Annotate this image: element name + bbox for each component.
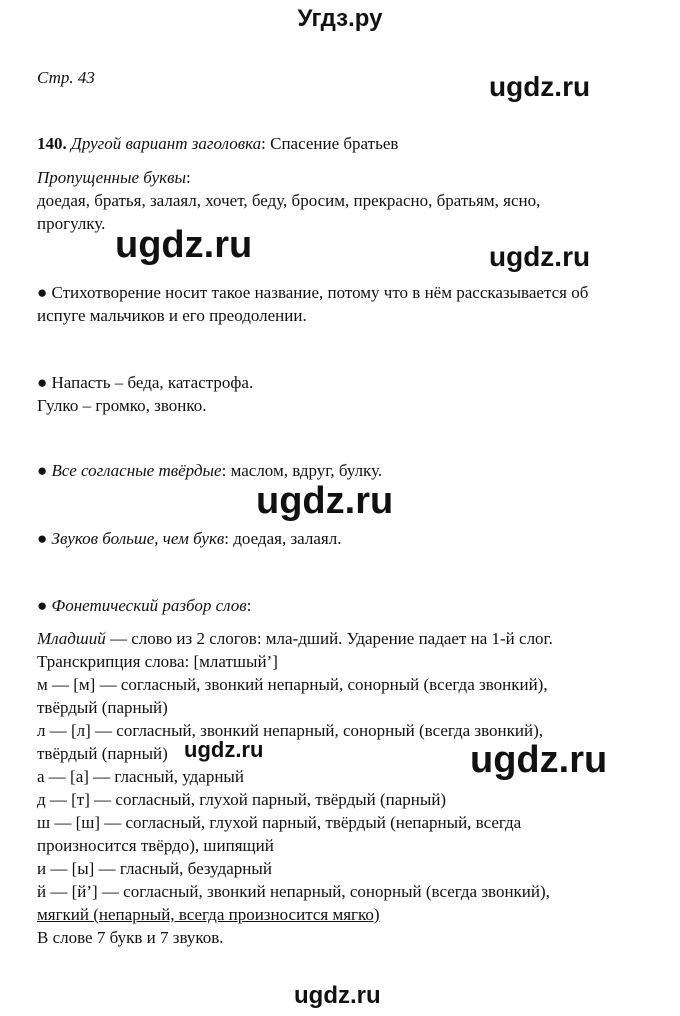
missing-letters-label: Пропущенные буквы: [37, 168, 187, 187]
sound-line: а — [а] — гласный, ударный: [37, 767, 244, 786]
watermark: ugdz.ru: [294, 982, 381, 1009]
sound-line: й — [й’] — согласный, звонкий непарный, сонорный (всегда звонкий),: [37, 882, 550, 901]
page-reference: Стр. 43: [37, 68, 95, 87]
watermark: ugdz.ru: [115, 224, 253, 266]
sound-line: л — [л] — согласный, звонкий непарный, сонорный (всегда звонкий),: [37, 721, 544, 740]
watermark: ugdz.ru: [256, 480, 394, 522]
missing-letters-line: прогулку.: [37, 214, 106, 233]
task-title: [37, 133, 398, 155]
sound-line: мягкий (непарный, всегда произносится мягко): [37, 905, 380, 924]
consonants-label: Все согласные твёрдые: [51, 461, 222, 480]
bullet: ●: [37, 461, 52, 480]
analysis-intro-rest: — слово из 2 слогов: мла-дший. Ударение падает на 1-й слог.: [105, 629, 553, 648]
analysis-word: Младший: [37, 629, 106, 648]
vocab-line: Гулко – громко, звонко.: [37, 396, 207, 415]
alt-title-colon: :: [261, 134, 266, 153]
missing-letters-heading: [37, 167, 191, 189]
missing-letters-colon: :: [186, 168, 191, 187]
consonants-rest: : маслом, вдруг, булку.: [221, 461, 383, 480]
phonetic-colon: :: [246, 596, 252, 615]
sound-line: твёрдый (парный): [37, 744, 168, 763]
alt-title-value: Спасение братьев: [265, 134, 399, 153]
sound-line: ш — [ш] — согласный, глухой парный, твёрдый (непарный, всегда: [37, 813, 522, 832]
poem-note-line: ● Стихотворение носит такое название, потому что в нём рассказывается об: [37, 283, 589, 302]
consonants-line: [37, 460, 382, 482]
bullet: ●: [37, 596, 52, 615]
missing-letters-line: доедая, братья, залаял, хочет, беду, бросим, прекрасно, братьям, ясно,: [37, 191, 541, 210]
poem-note-line: испуге мальчиков и его преодолении.: [37, 306, 307, 325]
sound-line: м — [м] — согласный, звонкий непарный, сонорный (всегда звонкий),: [37, 675, 548, 694]
watermark: ugdz.ru: [184, 737, 264, 762]
sounds-label: Звуков больше, чем букв: [51, 529, 225, 548]
sound-line: и — [ы] — гласный, безударный: [37, 859, 272, 878]
alt-title-label: Другой вариант заголовка: [71, 134, 262, 153]
sound-line: твёрдый (парный): [37, 698, 168, 717]
bullet: ●: [37, 529, 52, 548]
phonetic-label: Фонетический разбор слов: [51, 596, 247, 615]
phonetic-heading: [37, 595, 251, 617]
transcription-line: Транскрипция слова: [млатшый’]: [37, 652, 278, 671]
watermark: ugdz.ru: [489, 241, 591, 272]
sound-line: д — [т] — согласный, глухой парный, твёрдый (парный): [37, 790, 447, 809]
summary-line: В слове 7 букв и 7 звуков.: [37, 928, 224, 947]
vocab-line: ● Напасть – беда, катастрофа.: [37, 373, 254, 392]
sound-line: произносится твёрдо), шипящий: [37, 836, 274, 855]
watermark: ugdz.ru: [470, 739, 608, 781]
task-number: 140.: [37, 134, 67, 153]
site-header: Угдз.ру: [297, 5, 383, 32]
sounds-rest: : доедая, залаял.: [224, 529, 342, 548]
sounds-line: [37, 528, 341, 550]
watermark: ugdz.ru: [489, 71, 591, 102]
analysis-intro: [37, 628, 553, 650]
